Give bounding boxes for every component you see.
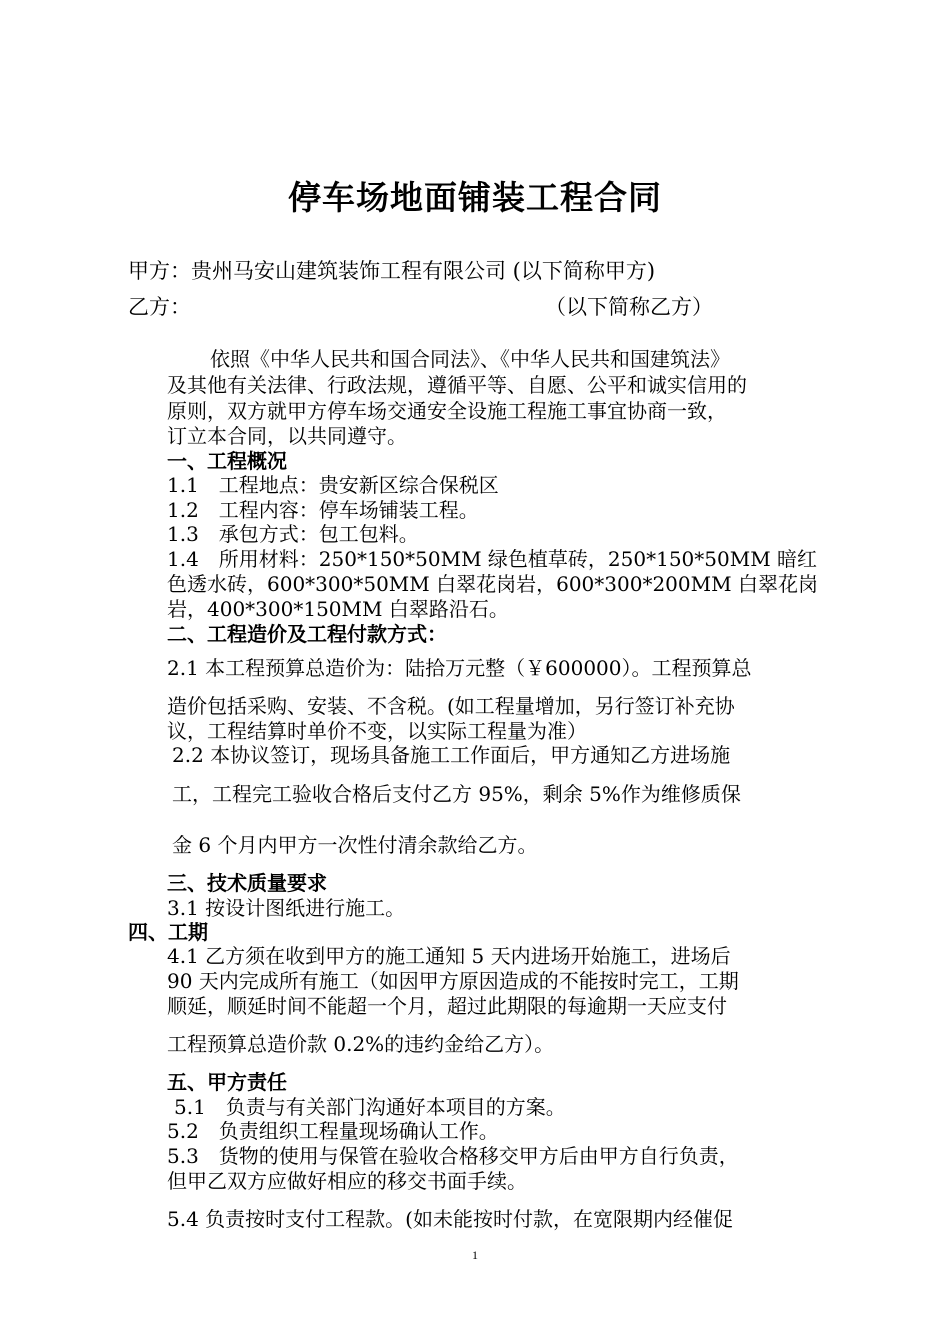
section-5-line: 但甲乙双方应做好相应的移交书面手续。 [167,1169,527,1193]
section-2-line: 金 6 个月内甲方一次性付清余款给乙方。 [172,833,538,857]
section-4-line: 顺延，顺延时间不能超一个月，超过此期限的每逾期一天应支付 [167,994,727,1018]
page-number: 1 [472,1248,478,1262]
section-1-item: 色透水砖，600*300*50MM 白翠花岗岩，600*300*200MM 白翠花岗 [167,572,818,596]
section-1-heading: 一、工程概况 [167,449,287,473]
section-2-line: 造价包括采购、安装、不含税。(如工程量增加，另行签订补充协 [167,694,735,718]
section-2-line: 议，工程结算时单价不变，以实际工程量为准） [167,719,587,743]
preamble-line: 及其他有关法律、行政法规，遵循平等、自愿、公平和诚实信用的 [167,373,747,397]
party-a-line: 甲方：贵州马安山建筑装饰工程有限公司 (以下简称甲方) [128,259,656,283]
section-5-line: 5.2 负责组织工程量现场确认工作。 [167,1119,499,1143]
section-4-line: 90 天内完成所有施工（如因甲方原因造成的不能按时完工，工期 [167,969,739,993]
section-5-heading: 五、甲方责任 [167,1070,287,1094]
section-2-line: 工，工程完工验收合格后支付乙方 95%，剩余 5%作为维修质保 [172,782,741,806]
document-title: 停车场地面铺装工程合同 [288,178,662,217]
section-5-line: 5.4 负责按时支付工程款。(如未能按时付款，在宽限期内经催促 [167,1207,733,1231]
section-1-item: 1.1 工程地点：贵安新区综合保税区 [167,473,499,497]
party-b-label: 乙方： [128,295,191,319]
section-4-line: 4.1 乙方须在收到甲方的施工通知 5 天内进场开始施工，进场后 [167,944,731,968]
preamble-line: 依照《中华人民共和国合同法》、《中华人民共和国建筑法》 [210,347,730,371]
section-2-line: 2.1 本工程预算总造价为：陆拾万元整（￥600000）。工程预算总 [167,656,752,680]
section-2-line: 2.2 本协议签订，现场具备施工工作面后，甲方通知乙方进场施 [172,743,731,767]
section-1-item: 1.4 所用材料：250*150*50MM 绿色植草砖，250*150*50MM 暗红 [167,547,818,571]
section-1-item: 1.2 工程内容：停车场铺装工程。 [167,498,479,522]
section-1-item: 岩，400*300*150MM 白翠路沿石。 [167,597,509,621]
section-4-heading: 四、工期 [128,920,208,944]
section-4-line: 工程预算总造价款 0.2%的违约金给乙方）。 [167,1032,555,1056]
preamble-line: 订立本合同，以共同遵守。 [167,424,407,448]
section-5-line: 5.3 货物的使用与保管在验收合格移交甲方后由甲方自行负责， [167,1144,739,1168]
party-b-note: （以下简称乙方） [545,295,713,319]
section-2-heading: 二、工程造价及工程付款方式： [167,622,447,646]
section-3-heading: 三、技术质量要求 [167,871,327,895]
preamble-line: 原则，双方就甲方停车场交通安全设施工程施工事宜协商一致， [167,399,727,423]
section-5-line: 5.1 负责与有关部门沟通好本项目的方案。 [174,1095,566,1119]
section-1-item: 1.3 承包方式：包工包料。 [167,522,419,546]
section-3-line: 3.1 按设计图纸进行施工。 [167,896,406,920]
